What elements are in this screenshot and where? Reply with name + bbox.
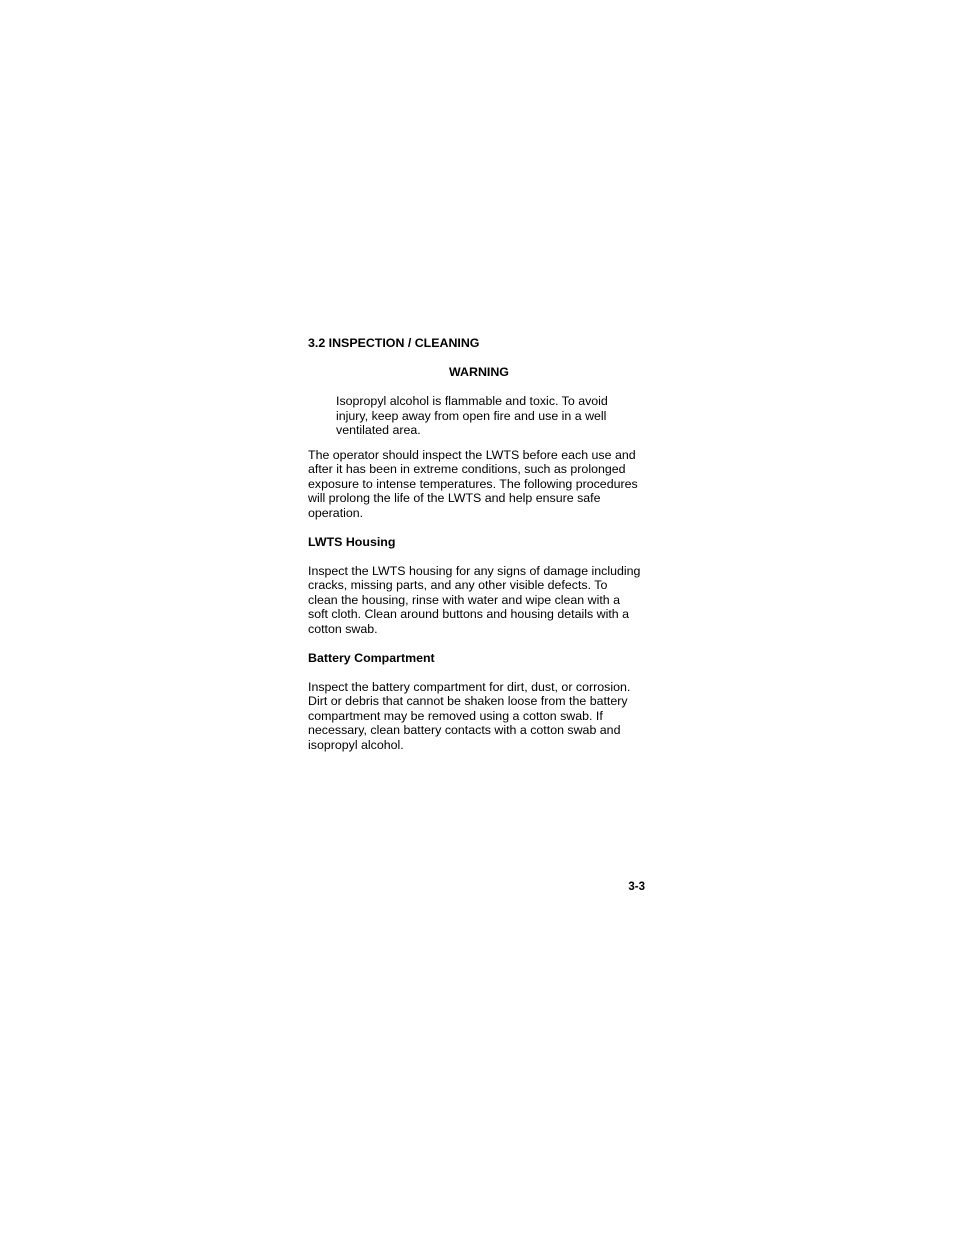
housing-line: soft cloth. Clean around buttons and housing details with a [308, 607, 629, 621]
warning-line: ventilated area. [336, 423, 421, 437]
housing-line: cotton swab. [308, 621, 378, 636]
housing-paragraph [308, 564, 648, 637]
battery-line: necessary, clean battery contacts with a cotton swab and [308, 723, 621, 737]
section-heading: 3.2 INSPECTION / CLEANING [308, 336, 480, 350]
warning-text [336, 394, 626, 438]
intro-paragraph [308, 448, 648, 521]
warning-title: WARNING [449, 365, 509, 379]
housing-line: clean the housing, rinse with water and wipe clean with a [308, 592, 621, 607]
page-number: 3-3 [628, 881, 645, 893]
intro-line: exposure to intense temperatures. The following procedures [308, 476, 638, 491]
battery-line: Inspect the battery compartment for dirt, dust, or corrosion. [308, 679, 631, 694]
battery-line: Dirt or debris that cannot be shaken loose from the battery [308, 694, 628, 708]
intro-line: operation. [308, 505, 364, 520]
battery-paragraph [308, 680, 648, 753]
housing-line: Inspect the LWTS housing for any signs of damage including [308, 563, 641, 578]
housing-line: cracks, missing parts, and any other visible defects. To [308, 578, 608, 592]
warning-line: injury, keep away from open fire and use in a well [336, 408, 607, 423]
housing-heading: LWTS Housing [308, 534, 396, 549]
warning-line: Isopropyl alcohol is flammable and toxic. To avoid [336, 394, 608, 408]
intro-line: after it has been in extreme conditions, such as prolonged [308, 462, 626, 476]
intro-line: The operator should inspect the LWTS before each use and [308, 447, 636, 462]
battery-heading: Battery Compartment [308, 650, 435, 665]
page-content [308, 336, 648, 752]
battery-line: isopropyl alcohol. [308, 737, 404, 752]
intro-line: will prolong the life of the LWTS and help ensure safe [308, 491, 601, 505]
battery-line: compartment may be removed using a cotton swab. If [308, 708, 603, 723]
